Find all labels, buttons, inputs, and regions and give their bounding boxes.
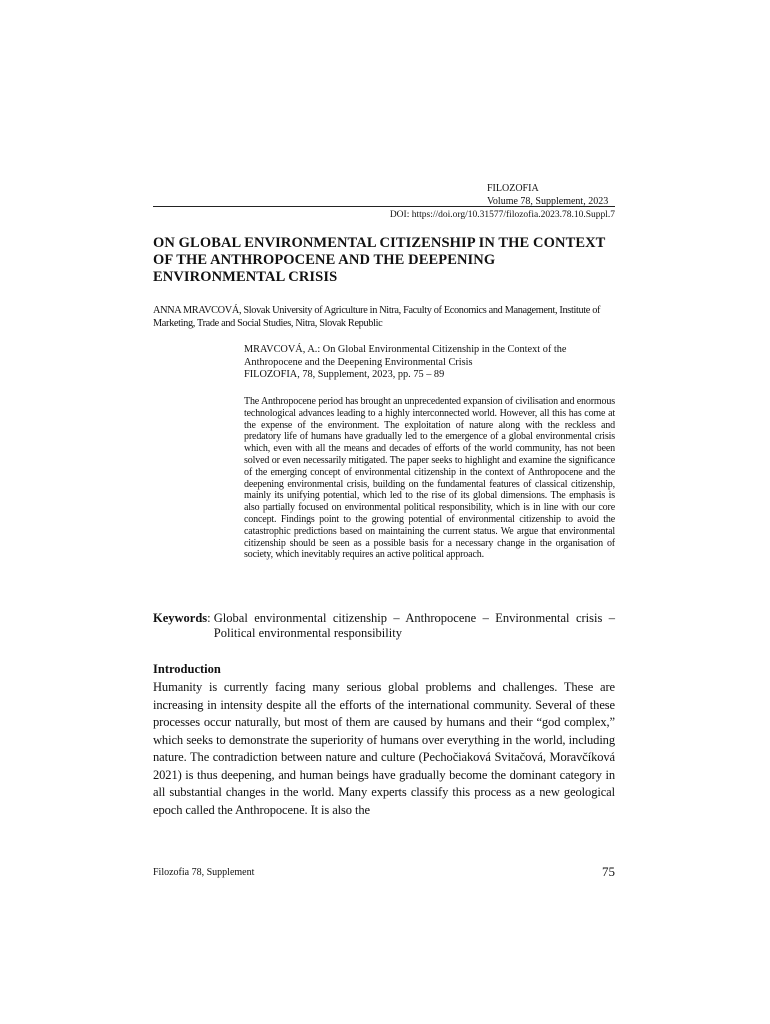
journal-volume: Volume 78, Supplement, 2023 [487,196,609,207]
section-heading-introduction: Introduction [153,662,221,676]
journal-header [487,182,608,208]
doi-line: DOI: https://doi.org/10.31577/filozofia.2023.78.10.Suppl.7 [389,210,615,220]
abstract: The Anthropocene period has brought an unprecedented expansion of civilisation and enormous technological advances leading to a highly interconnected world. However, all this has come at the expense of the environment. The exploitation of nature along with the reckless and predatory life of humans have gradually led to the emergence of a global environmental crisis which, even with all the means and decades of efforts of the world community, has not been solved or even necessarily mitigated. The paper seeks to highlight and examine the significance of the emerging concept of environmental citizenship in the context of Anthropocene and the deepening environmental crisis, building on the fundamental features of classical citizenship, mainly its unifying potential, which led to the rise of its global dimensions. The emphasis is also partially focused on environmental political responsibility, which is in line with our core concept. Findings point to the growing potential of environmental citizenship to avoid the catastrophic predictions based on maintaining the current status. We argue that environmental citizenship should be seen as a possible basis for a necessary change in the organisation of society, which inevitably requires an active political approach. [244,396,615,561]
footer-journal: Filozofia 78, Supplement [153,867,255,878]
citation-block [244,344,615,382]
citation-journal: FILOZOFIA, 78, Supplement, 2023, pp. 75 – 89 [244,369,445,380]
keywords-label: Keywords [153,611,208,625]
article-title: ON GLOBAL ENVIRONMENTAL CITIZENSHIP IN THE CONTEXT OF THE ANTHROPOCENE AND THE DEEPENING ENVIRONMENTAL CRISIS [153,235,606,285]
keywords-text: Global environmental citizenship – Anthropocene – Environmental crisis – Political environmental responsibility [213,611,615,640]
introduction-paragraph: Humanity is currently facing many serious global problems and challenges. These are increasing in intensity despite all the efforts of the international community. Several of these processes occur naturally, but most of them are caused by humans and their “god complex,” which seeks to demonstrate the superiority of humans over everything in the world, including nature. The contradiction between nature and culture (Pechočiaková Svitačová, Moravčíková 2021) is thus deepening, and human beings have gradually become the dominant category in all substantial changes in the world. Many experts classify this process as a new geological epoch called the Anthropocene. It is also the [153,680,615,817]
keywords-block: Keywords: Global environmental citizenship – Anthropocene – Environmental crisis – Political environmental responsibility [153,611,615,640]
author-affiliation: ANNA MRAVCOVÁ, Slovak University of Agriculture in Nitra, Faculty of Economics and Management, Institute of Marketing, Trade and Social Studies, Nitra, Slovak Republic [153,305,601,329]
page-number: 75 [602,864,615,879]
journal-name: FILOZOFIA [487,183,539,194]
citation-reference: MRAVCOVÁ, A.: On Global Environmental Citizenship in the Context of the Anthropocene and the Deepening Environmental Crisis [244,344,567,368]
header-rule [153,206,615,207]
